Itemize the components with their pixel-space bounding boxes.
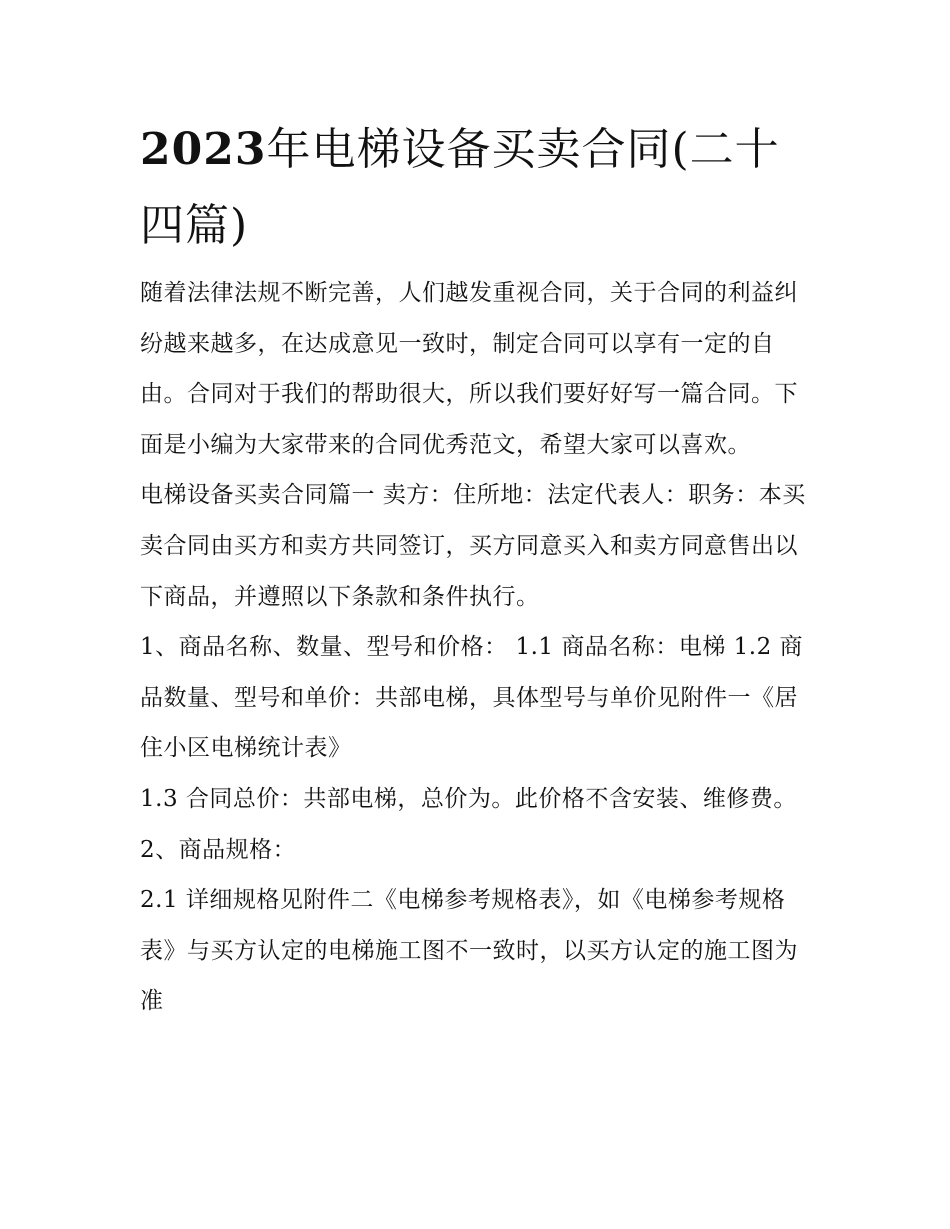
document-page [140, 112, 820, 1027]
contract-parties-paragraph: 电梯设备买卖合同篇一 卖方：住所地：法定代表人：职务：本买卖合同由买方和卖方共同签订，买方同意买入和卖方同意售出以下商品，并遵照以下条款和条件执行。 [140, 482, 806, 610]
intro-paragraph: 随着法律法规不断完善，人们越发重视合同，关于合同的利益纠纷越来越多，在达成意见一致时，制定合同可以享有一定的自由。合同对于我们的帮助很大，所以我们要好好写一篇合同。下面是小编为大家带来的合同优秀范文，希望大家可以喜欢。 [140, 280, 798, 458]
clause-1-paragraph: 1、商品名称、数量、型号和价格： 1.1 商品名称：电梯 1.2 商品数量、型号和单价：共部电梯，具体型号与单价见附件一《居住小区电梯统计表》 [140, 634, 804, 762]
title-year: 2023 [140, 124, 267, 175]
document-title [140, 112, 820, 264]
title-text: 年电梯设备买卖合同(二十四篇) [140, 124, 780, 251]
clause-2-1-paragraph: 2.1 详细规格见附件二《电梯参考规格表》，如《电梯参考规格表》与买方认定的电梯施工图不一致时，以买方认定的施工图为准 [140, 887, 798, 1015]
clause-1-3-paragraph: 1.3 合同总价：共部电梯，总价为。此价格不含安装、维修费。 2、商品规格： [140, 785, 797, 863]
